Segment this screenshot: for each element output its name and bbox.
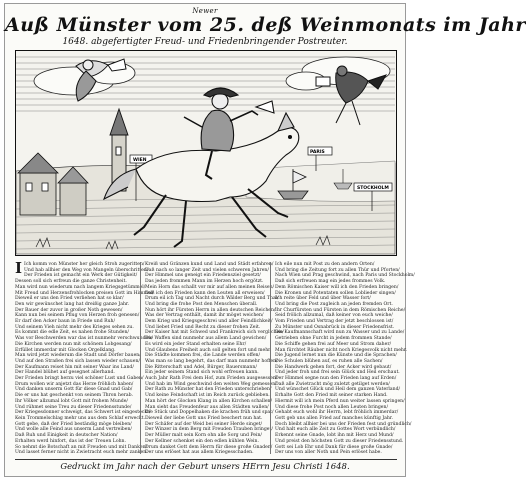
- verse-line: Und seinem Vieh nicht mehr des Krieges sehen zu.: [15, 324, 134, 330]
- verse-line: Dem Krieg und Kriegsgeschrei und aller Feindlichkeit/: [145, 319, 273, 325]
- verse-line: Man wird nun wiederum nach langem Kriegsgetümmel/: [15, 284, 146, 290]
- verse-line: Und wolle alle Feind aus unserm Land vertreiben/: [15, 427, 132, 433]
- verse-line: Ihr Völker allzumal lobt Gott mit frohem Munde/: [15, 398, 128, 404]
- verse-line: Nun hört ihr Fürsten Herrn in allen deutschen Reichen/: [145, 307, 276, 313]
- verse-line: Hiermit will ich mein Pferd nun weiter lassen springen/: [275, 398, 405, 404]
- imprint-line: Gedruckt im Jahr nach der Geburt unsers HErrn Jesu Christi 1648.: [60, 462, 350, 472]
- text-column-1: [15, 259, 154, 456]
- verse-line: Die Stück und Doppelhaken die krachen früh und spat/: [145, 410, 274, 416]
- verse-line: Ich komm von Münster her gleich Stroh zugeritten/: [24, 262, 145, 267]
- broadsheet: [4, 3, 526, 477]
- verse-line: Es wird ein jeder Stand erhalten seine Ehr/: [145, 341, 247, 347]
- verse-line: Und danken unserm Gott für diese Gnad und Gab/: [15, 387, 133, 393]
- verse-line: Kreiß und Gränzen kund und Land und Städt erfahren/: [145, 262, 274, 267]
- verse-line: Die Waffen sind nunmehr aus allem Land gewichen/: [145, 336, 267, 342]
- verse-line: Was der Vertrag enthält, damit ihr möget weichen/: [145, 313, 264, 319]
- verse-line: Nach Wien und Prag geschwind, nach Paris und Stockholm/: [275, 273, 415, 279]
- verse-line: Ich reite über Feld und über Wasser fort/: [275, 296, 371, 302]
- column-divider: [140, 262, 141, 454]
- initial-letter: I: [15, 259, 23, 277]
- verse-line: Die Kirchen werden nun mit schönem Lobgesang/: [15, 341, 132, 347]
- verse-line: Und keine Feindschaft ist im Reich zurück geblieben.: [145, 393, 270, 399]
- verse-line: Gott sei Lob Ehr und Dank für diese große Gnade/: [275, 444, 393, 450]
- footer-divider: [15, 459, 397, 460]
- verse-line: Doch bleibt allhier bei uns der Frieden fest und gründlich/: [275, 421, 412, 427]
- verse-line: Dem Römischen Kaiser will ich den Frieden bringen/: [275, 284, 399, 290]
- verse-line: Und rühmet seine Treu zu dieser Friedensstunde/: [15, 404, 132, 410]
- verse-line: Und bring die frohe Post den Menschen überall.: [145, 301, 258, 307]
- verse-line: Und Glaubens Freiheit auch soll gelten fort und mehr.: [145, 347, 272, 353]
- verse-line: Erfüllet immerdar mit Glocken Orgelklang.: [15, 347, 116, 353]
- verse-line: Gott geb uns allen Fried auf manches künftig Jahr.: [275, 415, 393, 421]
- verse-line: Daß Ruh und Einigkeit in deutscher Nation/: [15, 433, 118, 439]
- verse-line: Der Himmel segne nun den Frieden lang auf Erden/: [275, 376, 397, 382]
- verse-line: Ich eile nun mit Post zu den andern Orten/: [275, 262, 375, 267]
- verse-line: Drum danket Gott dem Herrn für diese große Gnaden/: [145, 444, 273, 450]
- verse-line: Den wir gewünschet lang hat dreißig ganze Jahr.: [15, 301, 130, 307]
- verse-line: Und jeder froh und frei sein Glück und Heil erschaut.: [275, 370, 400, 376]
- verse-line: Erhalte Gott den Fried mit seiner starken Hand.: [275, 393, 388, 399]
- verse-line: Der Handel blühet auf gesegnet allerhand.: [15, 370, 115, 376]
- verse-line: Man sieht das Freudenfeur aus allen Städten wallen/: [145, 404, 269, 410]
- verse-line: Mit Freud und Herzensfrohlocken preisen Gott im Himmel/: [15, 290, 154, 296]
- verse-line: Und auf den Straßen frei sich lassen wieder schauen/: [15, 358, 140, 364]
- kicker: Newer: [192, 7, 218, 15]
- verse-line: Was man so lang begehrt, das darf man nunmehr hoffen/: [145, 358, 278, 364]
- verse-line: Die er uns hat geschenkt von seinem Thron herab.: [15, 393, 133, 399]
- verse-line: Der Kaiser hat mit Schwed und Frankreich sich verglichen/: [145, 330, 284, 336]
- verse-line: Und bring die Post zugleich an jeden fremden Ort.: [275, 301, 393, 307]
- verse-line: Der Winzer in dem Berg mit Freuden Trauben bringet/: [145, 427, 273, 433]
- verse-line: Der Müller malt sein Korn ohn alle Sorg und Pein/: [145, 433, 262, 439]
- verse-line: Vom Frieden und Vertrag der jetzt beschlossen ist/: [275, 319, 394, 325]
- sign-paris-label: PARIS: [310, 150, 325, 155]
- verse-line: Der uns erlöset hat aus allem Kriegesschaden.: [145, 450, 254, 456]
- verse-line: Und halt euch alle Zeit zu Gottes Wort verbündlich/: [275, 427, 396, 433]
- verse-line: Und lasset ferner nicht in Zwietracht euch mehr zanken.: [15, 450, 148, 456]
- verse-line: Daß nach so langer Zeit und vielen schweren Jahren/: [145, 267, 269, 273]
- verse-line: Und hab im Wind geschwind den weiten Weg gemessen/: [145, 381, 277, 387]
- verse-line: Daß alle Zwietracht mög zuletzt getilget werden/: [275, 381, 390, 387]
- verse-line: Dieweil er uns den Fried verliehen hat so klar/: [15, 296, 124, 302]
- verse-line: Was vor Beschwerden war das ist nunmehr verschwunden/: [15, 336, 153, 342]
- town-left: [18, 153, 88, 215]
- verse-line: Der Frieden bringt herzu viel schöner Lust und Gaben/: [15, 376, 144, 382]
- verse-line: Der Himmel uns geneigt ein Friedensziel gesetzt/: [145, 273, 261, 279]
- verse-line: Drum wollen wir anjetzt das Herze fröhlich haben/: [15, 381, 134, 387]
- verse-line: Mein Horn das schallt vor mir auf allen meinen Reisen/: [145, 284, 275, 290]
- verse-line: Die Kaufmannschaft wird nun zu Wasser und zu Lande/: [275, 330, 405, 336]
- verse-line: Die Schulen blühen auf, es ruhen alle Sachen/: [275, 358, 383, 364]
- verse-line: Der Kriegesdonner schweigt, das Schwert ist eingesteckt/: [15, 410, 151, 416]
- verse-line: Die Schiffe gehen frei auf Meer und Strom daher/: [275, 341, 392, 347]
- verse-line: Das jeden frommen Mann im Herzen hoch ergötzt.: [145, 279, 264, 285]
- verse-line: Der Bauer der zuvor in großer Noth gewesen/: [15, 307, 123, 313]
- verse-line: Und hab allhier den Weg von Mangeln überschritten/: [24, 267, 149, 273]
- verse-line: Die Städte kommen frei, die Lande werden offen/: [145, 353, 261, 359]
- verse-line: Man fürchtet Räuber nicht noch Kriegesvolk nicht mehr.: [275, 347, 408, 353]
- verse-line: Die Handwerk gehen fort, der Acker wird gebaut/: [275, 364, 392, 370]
- verse-line: Erhalten werd hinfort, das ist der Treuen Lohn.: [15, 438, 126, 444]
- verse-line: Daß sich erfreuen mag ein jedes frommes Volk.: [275, 279, 386, 285]
- woodcut-illustration: [15, 50, 397, 256]
- verse-line: Getrieben ohne Furcht in jedem frommen Stande/: [275, 336, 392, 342]
- verse-line: Der uns von aller Noth und Pein erlöset habe.: [275, 450, 382, 456]
- verse-line: Erkennt seine Gnade, lobt ihn mit Herz und Mund/: [275, 433, 394, 439]
- verse-line: Der Rath zu Münster hat den Frieden unterschrieben/: [145, 387, 272, 393]
- verse-line: Und diese frohe Post noch allen Leuten bringen/: [275, 404, 388, 410]
- verse-line: Die Jugend lernet nun die Künste und die Sprachen/: [275, 353, 397, 359]
- verse-line: Und preist den höchsten Gott zu dieser Friedensstund.: [275, 438, 404, 444]
- verse-line: Der Schäfer auf der Weid bei seiner Herde singet/: [145, 421, 263, 427]
- verse-line: Und liebet Fried und Recht zu dieser frohen Zeit.: [145, 324, 261, 330]
- verse-line: Man hört der Glocken Klang in allen Kirchen schallen/: [145, 398, 273, 404]
- verse-line: Daß ich den Frieden kann den Leuten all erweisen/: [145, 290, 265, 296]
- verse-line: Und bring die Zeitung fort zu allen Thür und Pforten/: [275, 267, 400, 273]
- verse-line: Kein Trommelschlag mehr uns aus dem Schlaf erweckt.: [15, 415, 146, 421]
- verse-line: Seid frölich allzumal, daß keiner von euch weiche/: [275, 313, 393, 319]
- verse-line: Der Kaufmann reiset hin mit seiner Waar ins Land/: [15, 364, 134, 370]
- verse-line: Und wünschet Glück und Heil dem ganzen Vaterland/: [275, 387, 401, 393]
- verse-line: Zu Münster und Osnabrück in dieser Friedensfrist.: [275, 324, 395, 330]
- verse-line: Auch Jahr Rath Frei dem Hof, zum Frieden ausgesessen/: [145, 376, 278, 382]
- sign-wien-label: WIEN: [133, 158, 147, 163]
- verse-line: Ein jeder seinem Stand sich wohl erfreuen kann.: [145, 370, 259, 376]
- verse-line: Gott gebe, daß der Fried beständig möge bleiben/: [15, 421, 132, 427]
- verse-line: Die Kronen und Potentaten sollen Loblieder singen/: [275, 290, 396, 296]
- verse-line: So nehmt die Botschaft an mit Freuden und mit Danken/: [15, 444, 148, 450]
- verse-line: Die Ritterschaft und Adel, Bürger, Bauersmann/: [145, 364, 257, 370]
- text-column-3: [275, 262, 415, 456]
- page-title: Auß Münster vom 25. deß Weinmonats im Jahr: [5, 14, 526, 36]
- verse-line: Kann nun bei seinem Pflug von Herzen froh genesen/: [15, 313, 140, 319]
- verse-line: Dieweil der liebe Gott uns Fried beschert nun hat.: [145, 415, 263, 421]
- verse-line: Er darf den Acker baun in Friede und Ruh/: [15, 319, 116, 325]
- verse-line: Dessen soll sich erfreun die ganze Christenheit.: [15, 279, 127, 285]
- verse-line: Der Kellner schenket ein den edlen kühlen Wein.: [145, 438, 259, 444]
- verse-line: Es kommt die edle Zeit, es nahen frohe Stunden/: [15, 330, 129, 336]
- page-subtitle: 1648. abgefertigter Freud- und Friedenbringender Postreuter.: [62, 37, 348, 47]
- sign-stockholm-label: STOCKHOLM: [357, 186, 389, 191]
- text-column-2: [145, 262, 284, 456]
- verse-line: Man wird jetzt wiederum die Stadt und Dörfer bauen/: [15, 353, 141, 359]
- column-divider: [270, 262, 271, 454]
- verse-line: Drum eil ich Tag und Nacht durch Wälder Berg und Thal/: [145, 296, 279, 302]
- verse-line: Der Frieden ist gemacht ein Werk der Gütigkeit/: [24, 273, 138, 279]
- verse-line: Ihr Churfürsten und Fürsten in dem Römischen Reiche/: [275, 307, 406, 313]
- verse-line: Gehabt euch wohl ihr Herrn, lebt fröhlich immerdar/: [275, 410, 399, 416]
